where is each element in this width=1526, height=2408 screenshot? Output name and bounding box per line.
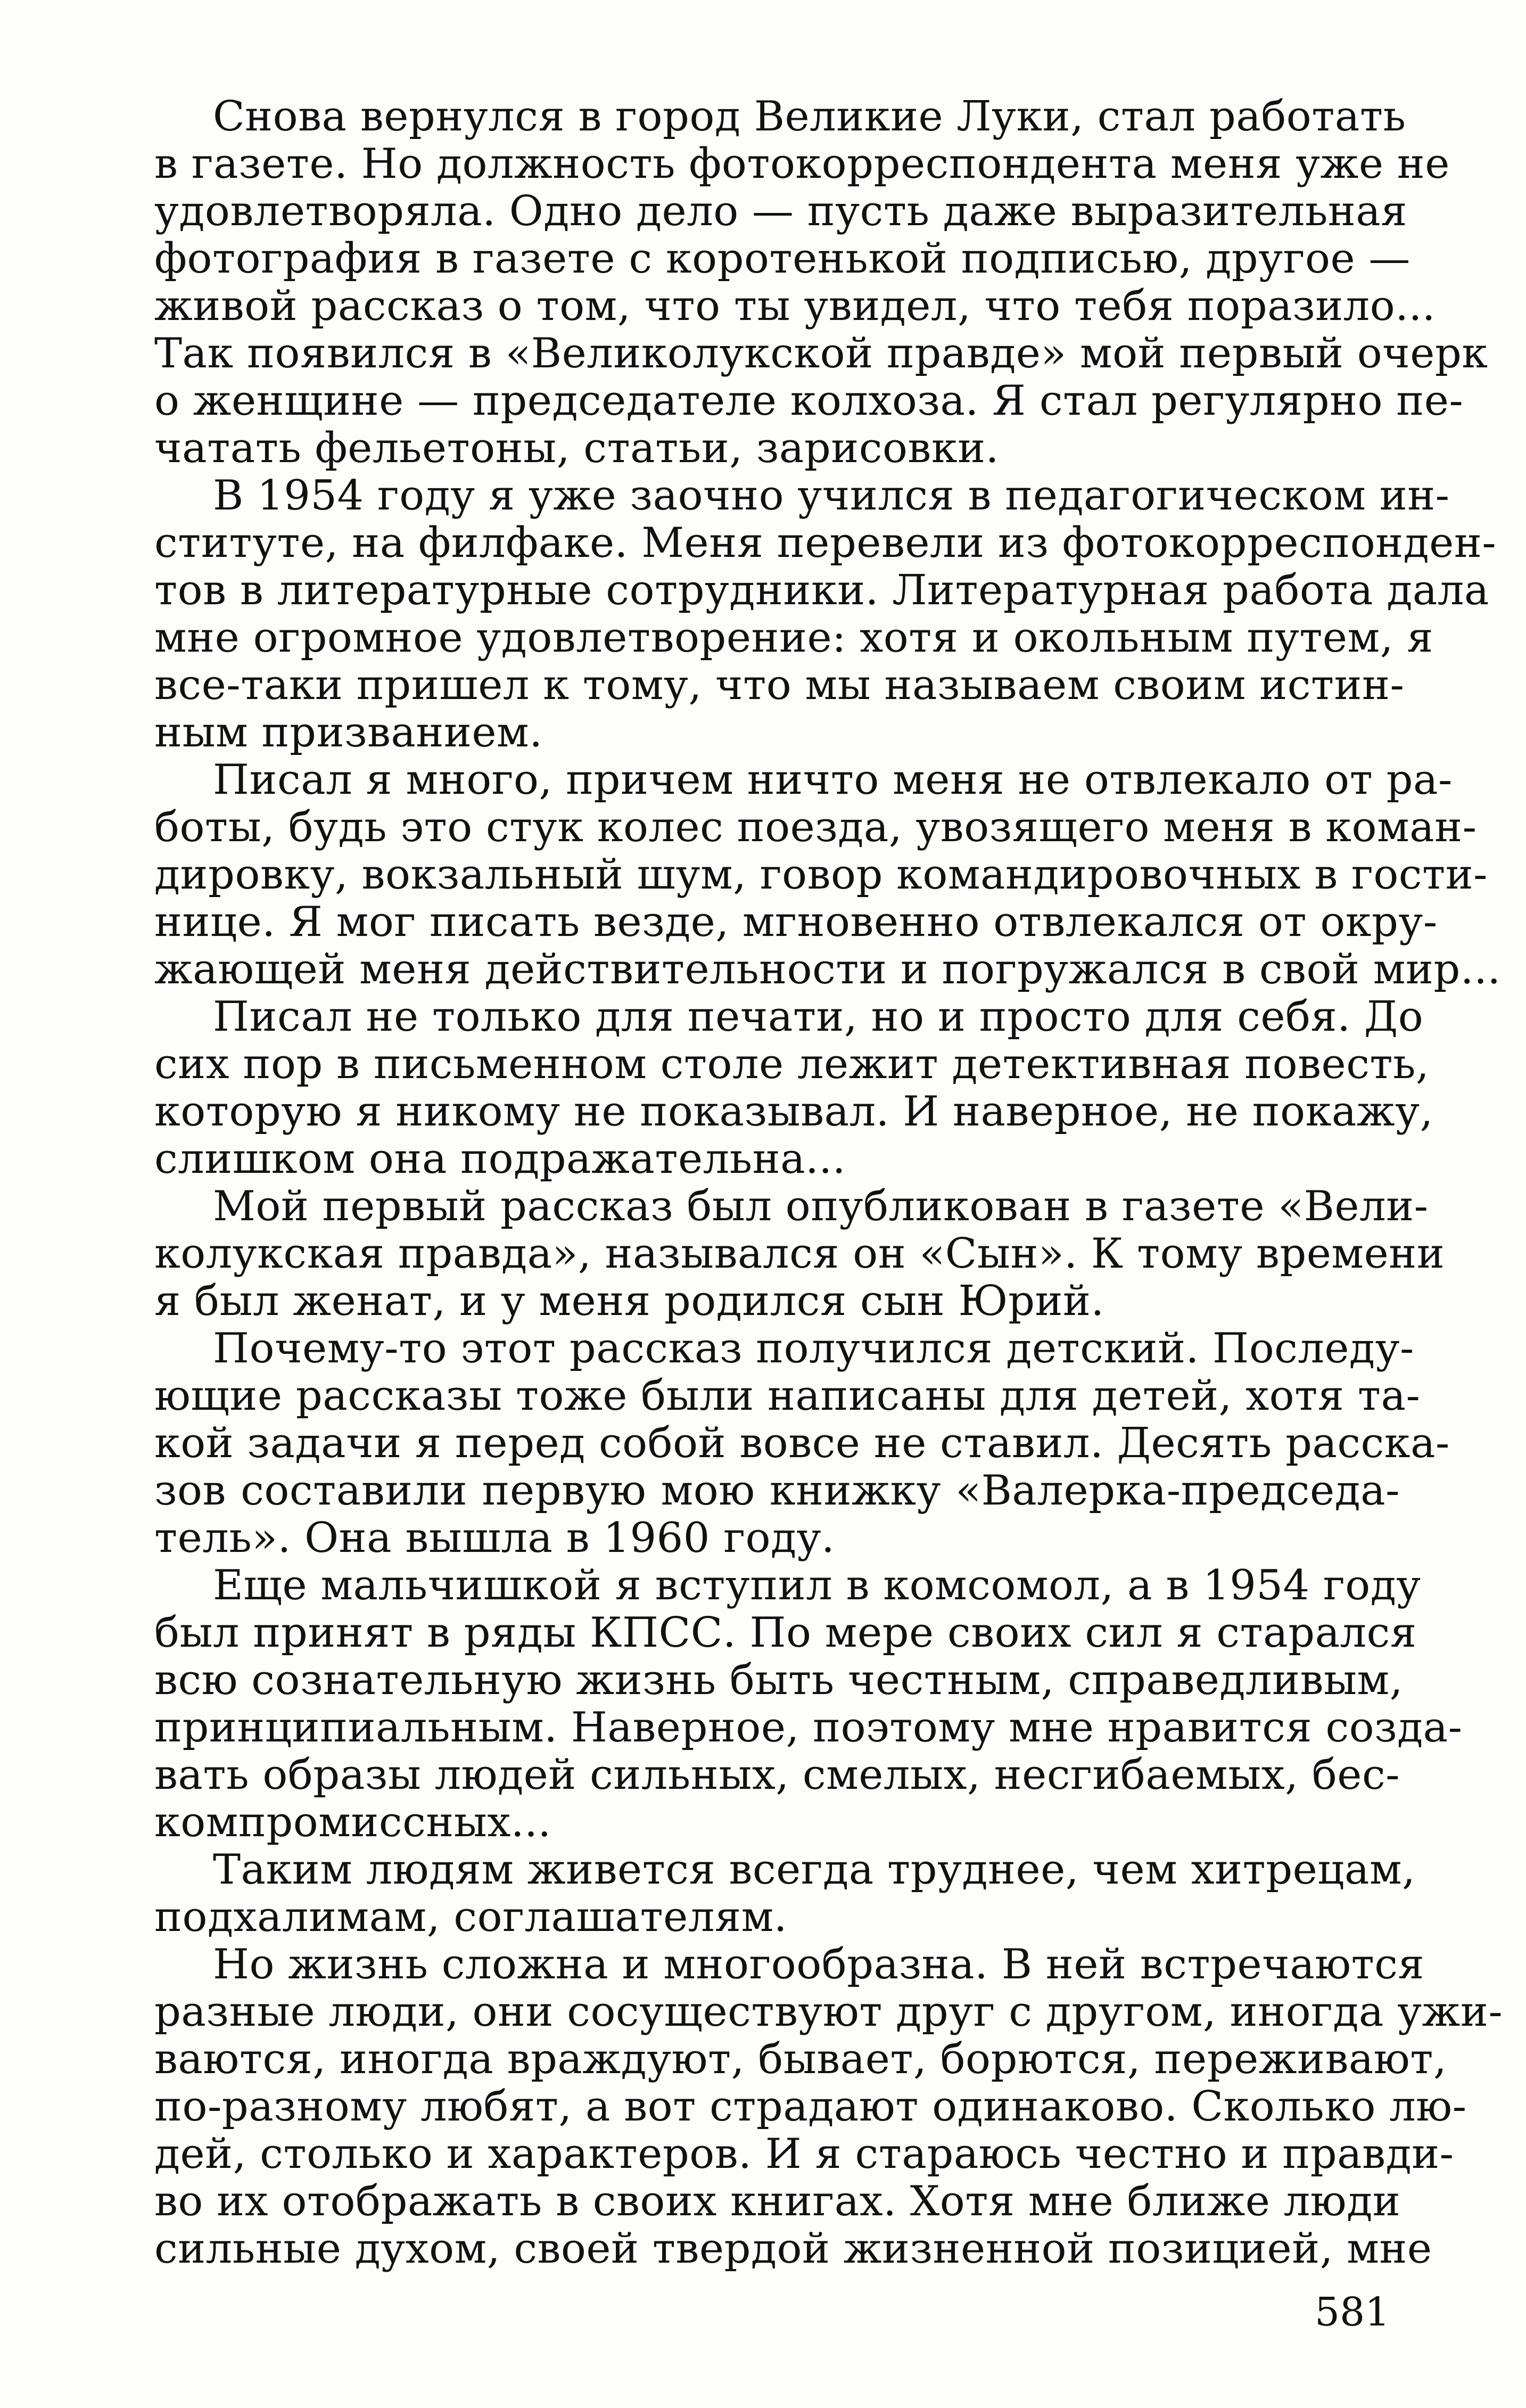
text-line: тов в литературные сотрудники. Литературная работа дала <box>154 566 1489 614</box>
text-line: в газете. Но должность фотокорреспондента меня уже не <box>154 140 1450 188</box>
text-line: я был женат, и у меня родился сын Юрий. <box>154 1277 1104 1325</box>
body-text <box>154 93 1503 2273</box>
text-line: ституте, на филфаке. Меня перевели из фотокорреспонден- <box>154 519 1497 567</box>
text-line: которую я никому не показывал. И наверное, не покажу, <box>154 1088 1433 1136</box>
text-line: удовлетворяла. Одно дело — пусть даже выразительная <box>154 187 1407 235</box>
page-number: 581 <box>1315 2289 1390 2335</box>
text-line: кой задачи я перед собой вовсе не ставил. Десять расска- <box>154 1419 1450 1467</box>
text-line: нице. Я мог писать везде, мгновенно отвлекался от окру- <box>154 898 1438 946</box>
paragraph <box>154 93 1488 472</box>
text-line: боты, будь это стук колес поезда, увозящего меня в коман- <box>154 803 1477 851</box>
text-line: Писал я много, причем ничто меня не отвлекало от ра- <box>213 756 1453 804</box>
text-line: Почему-то этот рассказ получился детский. Последу- <box>213 1325 1414 1373</box>
text-line: о женщине — председателе колхоза. Я стал регулярно пе- <box>154 377 1464 425</box>
text-line: во их отображать в своих книгах. Хотя мне ближе люди <box>154 2177 1401 2225</box>
text-line: по-разному любят, а вот страдают одинаково. Сколько лю- <box>154 2083 1467 2131</box>
text-line: был принят в ряды КПСС. По мере своих сил я старался <box>154 1609 1417 1657</box>
paragraph <box>154 1561 1463 1846</box>
text-line: Так появился в «Великолукской правде» мой первый очерк <box>154 330 1488 377</box>
text-line: разные люди, они сосуществуют друг с другом, иногда ужи- <box>154 1988 1503 2036</box>
text-line: все-таки пришел к тому, что мы называем своим истин- <box>154 661 1405 709</box>
paragraph <box>154 756 1501 993</box>
text-line: дировку, вокзальный шум, говор командировочных в гости- <box>154 851 1488 899</box>
text-line: Снова вернулся в город Великие Луки, стал работать <box>213 93 1406 141</box>
text-line: дей, столько и характеров. И я стараюсь честно и правди- <box>154 2130 1454 2178</box>
text-line: Таким людям живется всегда труднее, чем хитрецам, <box>213 1846 1416 1894</box>
text-line: фотография в газете с коротенькой подписью, другое — <box>154 235 1410 283</box>
paragraph <box>154 993 1433 1183</box>
text-line: ным призванием. <box>154 709 543 757</box>
paragraph <box>154 1325 1450 1562</box>
text-line: В 1954 году я уже заочно учился в педагогическом ин- <box>213 472 1450 520</box>
text-line: слишком она подражательна... <box>154 1135 846 1183</box>
text-line: мне огромное удовлетворение: хотя и окольным путем, я <box>154 614 1433 662</box>
text-line: компромиссных... <box>154 1798 551 1846</box>
text-line: живой рассказ о том, что ты увидел, что тебя поразило... <box>154 282 1436 330</box>
text-line: сих пор в письменном столе лежит детективная повесть, <box>154 1040 1430 1088</box>
text-line: вать образы людей сильных, смелых, несгибаемых, бес- <box>154 1751 1400 1799</box>
text-line: ваются, иногда враждуют, бывает, борются, переживают, <box>154 2035 1447 2083</box>
text-line: чатать фельетоны, статьи, зарисовки. <box>154 424 999 472</box>
paragraph <box>154 1182 1445 1325</box>
text-line: тель». Она вышла в 1960 году. <box>154 1514 835 1562</box>
text-line: Мой первый рассказ был опубликован в газете «Вели- <box>213 1182 1429 1230</box>
text-line: подхалимам, соглашателям. <box>154 1893 788 1941</box>
text-line: принципиальным. Наверное, поэтому мне нравится созда- <box>154 1704 1463 1752</box>
text-line: колукская правда», назывался он «Сын». К тому времени <box>154 1230 1445 1278</box>
text-line: Но жизнь сложна и многообразна. В ней встречаются <box>213 1941 1425 1988</box>
text-line: сильные духом, своей твердой жизненной позицией, мне <box>154 2225 1432 2273</box>
text-line: ющие рассказы тоже были написаны для детей, хотя та- <box>154 1372 1421 1420</box>
text-line: всю сознательную жизнь быть честным, справедливым, <box>154 1656 1403 1704</box>
text-line: Писал не только для печати, но и просто для себя. До <box>213 993 1424 1041</box>
paragraph <box>154 472 1497 757</box>
text-line: жающей меня действительности и погружался в свой мир... <box>154 946 1501 993</box>
text-line: Еще мальчишкой я вступил в комсомол, а в 1954 году <box>213 1561 1421 1609</box>
paragraph <box>154 1846 1416 1941</box>
text-line: зов составили первую мою книжку «Валерка-председа- <box>154 1467 1400 1515</box>
paragraph <box>154 1941 1503 2273</box>
